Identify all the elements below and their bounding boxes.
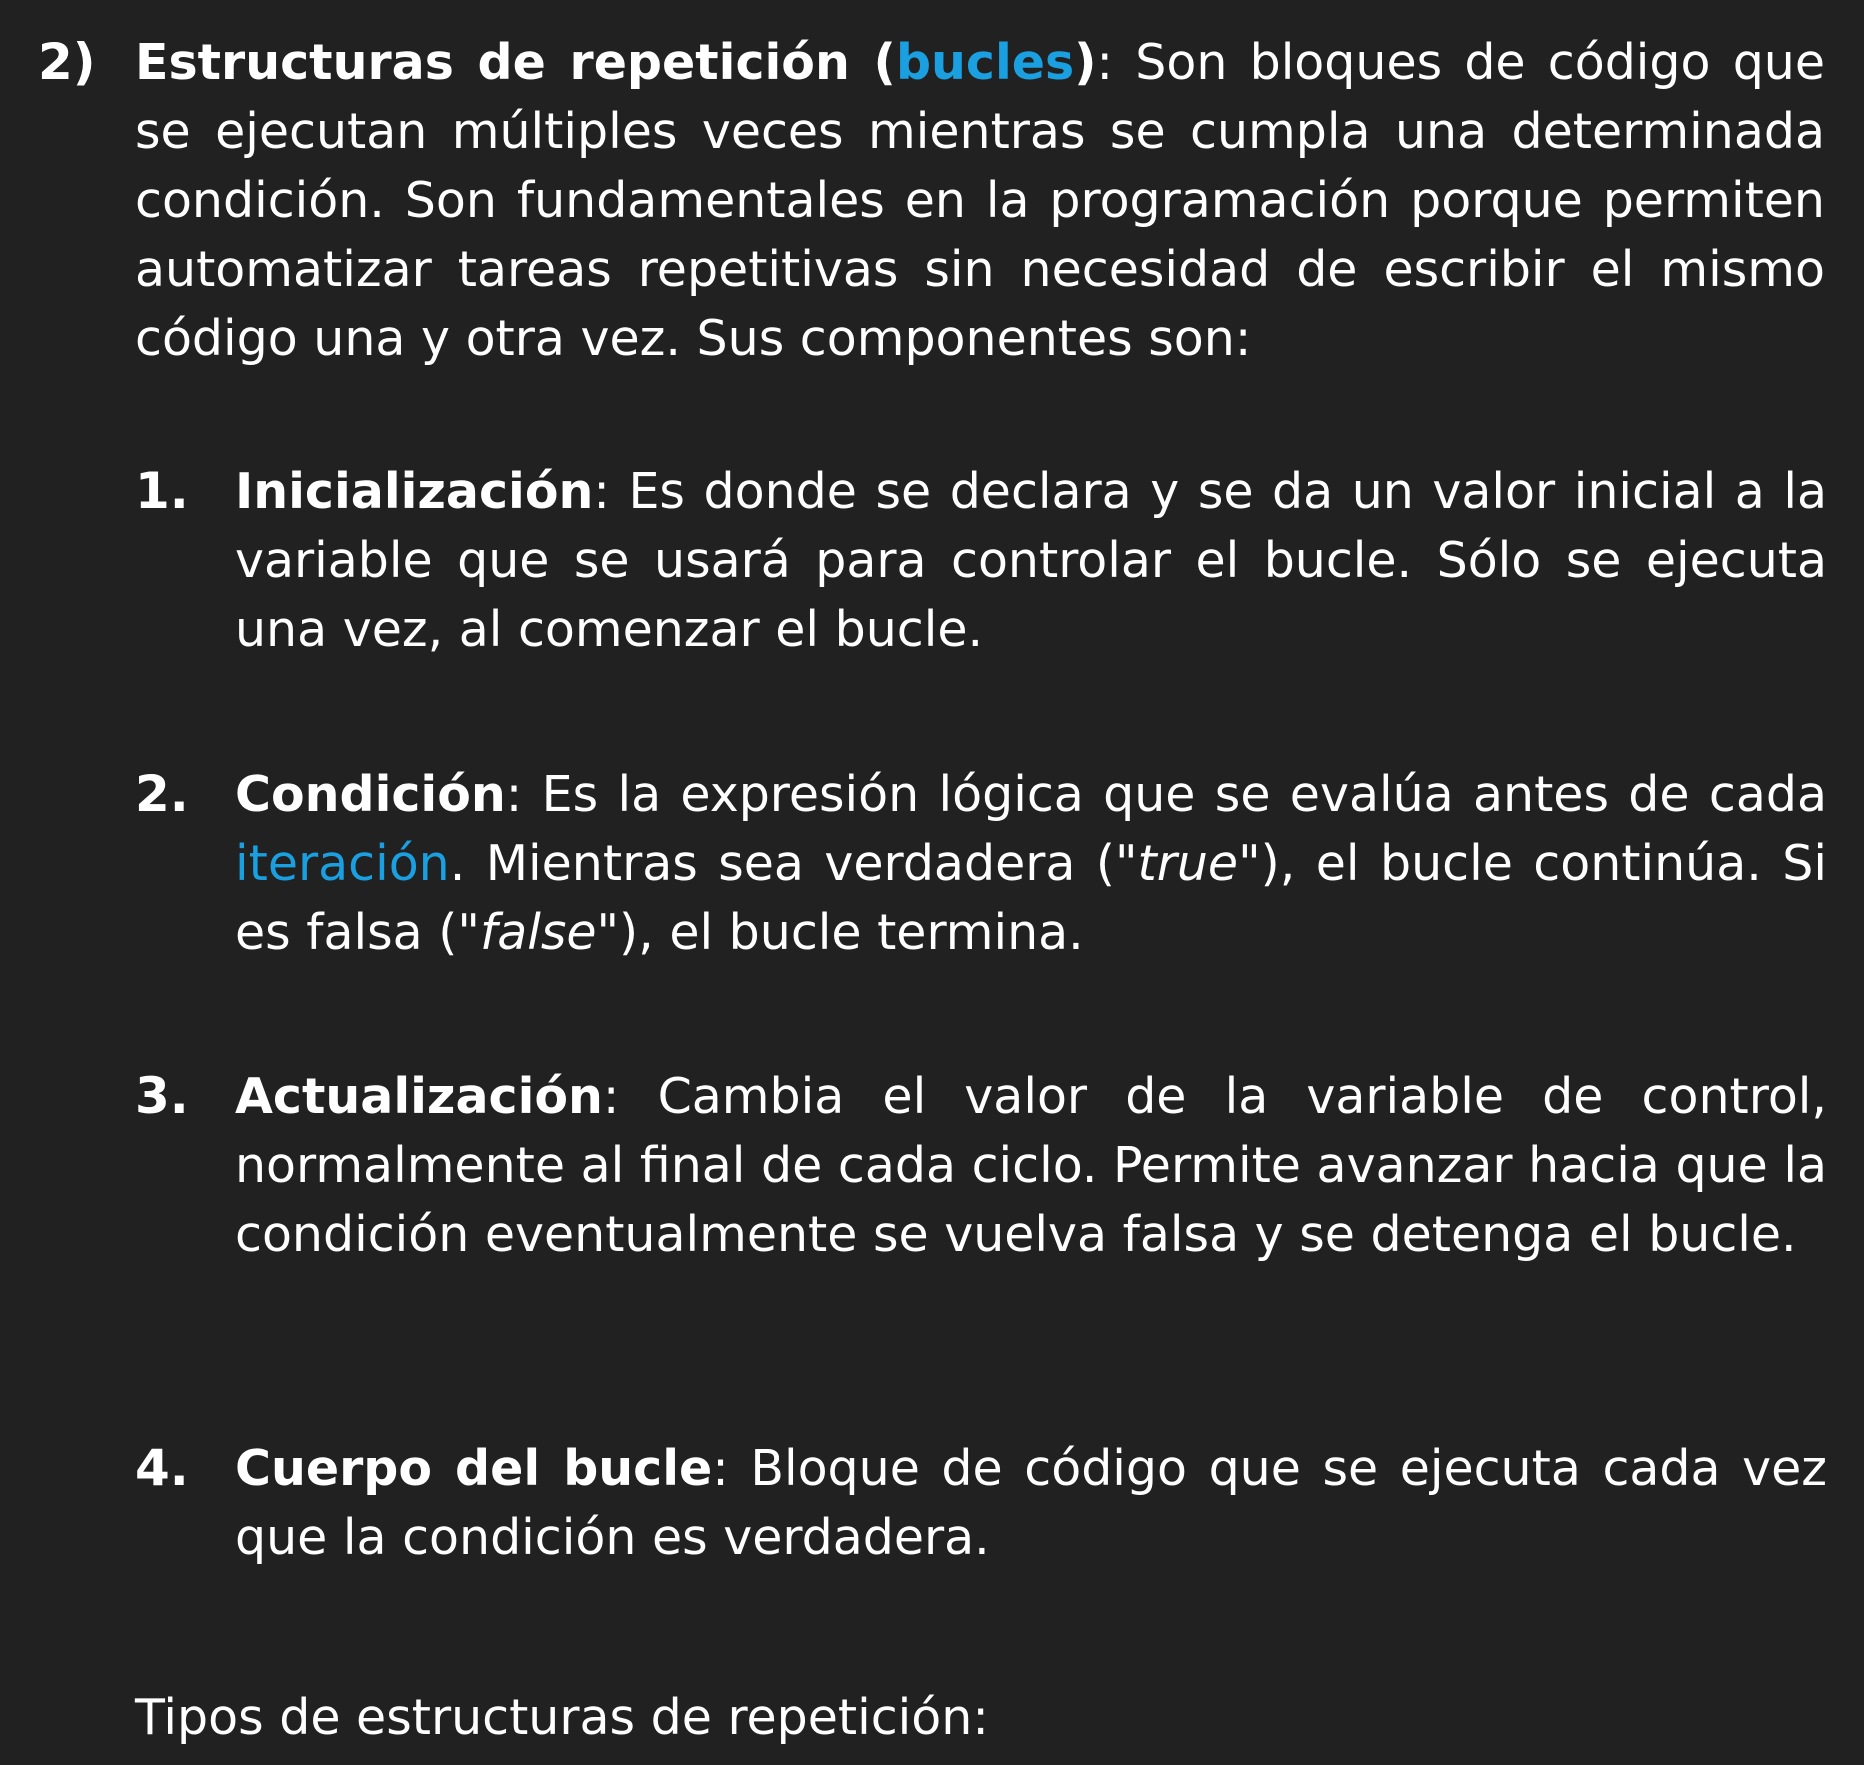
component-paragraph [235,760,1827,967]
component-description-start: : Es la expresión lógica que se evalúa antes de cada [505,766,1827,823]
component-description: : Cambia el valor de la variable de control, normalmente al final de cada ciclo. Permite avanzar hacia que la condición eventualmente se vuelva falsa y se detenga el bucle. [235,1068,1827,1263]
component-description-end: "), el bucle termina. [596,904,1084,961]
component-number: 4. [135,1439,189,1497]
component-term: Actualización [235,1068,603,1125]
iteracion-link[interactable]: iteración [235,835,450,892]
repetition-types-heading: Tipos de estructuras de repetición: [135,1689,989,1746]
false-keyword: false [479,904,597,961]
component-description-after-link: . Mientras sea verdadera (" [449,835,1138,892]
component-term: Inicialización [235,463,594,520]
main-item-title-start: Estructuras de repetición ( [135,34,896,91]
bucles-link[interactable]: bucles [895,34,1075,91]
true-keyword: true [1137,835,1239,892]
component-paragraph [235,457,1827,664]
component-term: Condición [235,766,506,823]
component-number: 3. [135,1067,189,1125]
main-item-paragraph [135,28,1825,373]
component-description: : Bloque de código que se ejecuta cada vez que la condición es verdadera. [235,1440,1827,1566]
component-paragraph [235,1062,1827,1269]
component-term: Cuerpo del bucle [235,1440,713,1497]
component-number: 1. [135,462,189,520]
component-description-middle: "), el bucle continúa. Si es falsa (" [235,835,1827,961]
component-paragraph [235,1434,1827,1572]
main-item-title-end: ) [1074,34,1097,91]
component-number: 2. [135,765,189,823]
main-item-description: : Son bloques de código que se ejecutan múltiples veces mientras se cumpla una determinada condición. Son fundamentales en la programación porque permiten automatizar tareas repetitivas sin necesidad de escribir el mismo código una y otra vez. Sus componentes son: [135,34,1825,367]
main-item-number: 2) [38,33,96,91]
component-description: : Es donde se declara y se da un valor inicial a la variable que se usará para controlar el bucle. Sólo se ejecuta una vez, al comenzar el bucle. [235,463,1827,658]
